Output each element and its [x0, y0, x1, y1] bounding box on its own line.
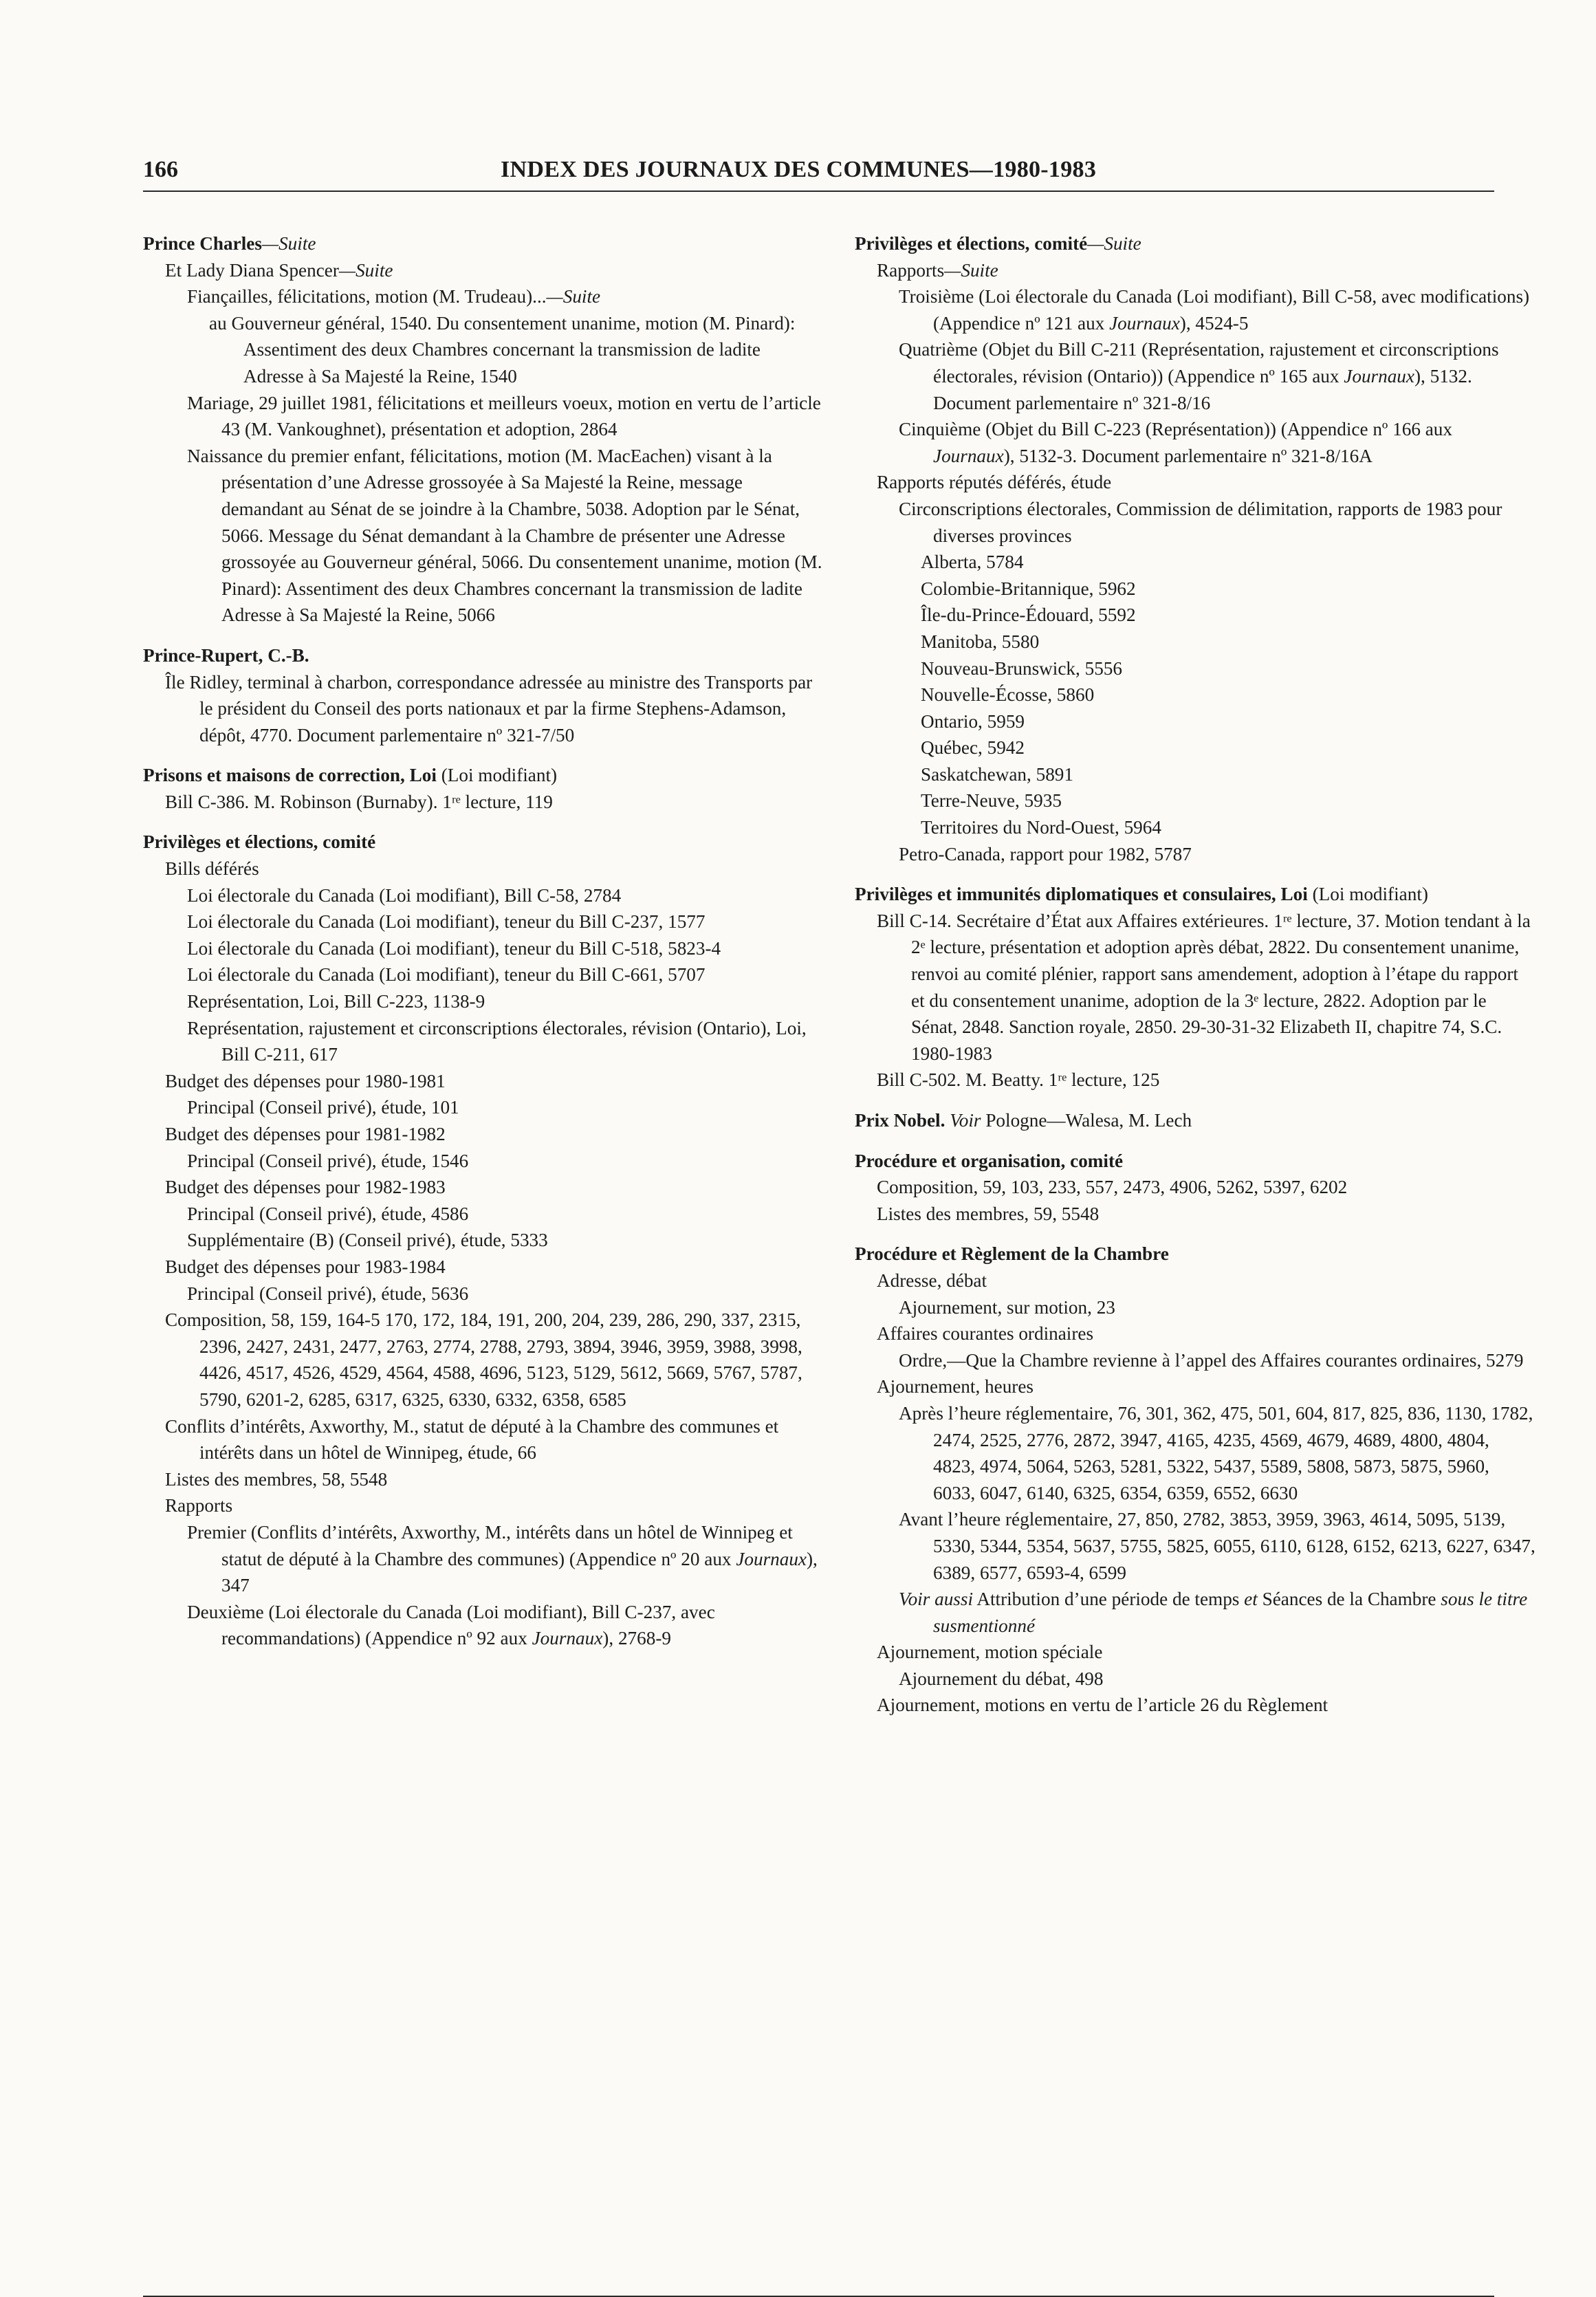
subentry-text: Loi électorale du Canada (Loi modifiant), teneur du Bill C-518, 5823-4: [187, 937, 721, 959]
subentry-suite: —Suite: [944, 259, 998, 281]
index-subentry: [143, 1466, 824, 1493]
index-subentry: [143, 1492, 824, 1519]
heading-note: (Loi modifiant): [436, 765, 558, 786]
index-subentry: [855, 1294, 1535, 1321]
subentry-text: Ontario, 5959: [921, 710, 1025, 732]
heading-note: (Loi modifiant): [1307, 884, 1428, 905]
subentry-text: Ajournement du débat, 498: [899, 1668, 1104, 1689]
subentry-text: Listes des membres, 59, 5548: [877, 1203, 1100, 1224]
subentry-text: Principal (Conseil privé), étude, 4586: [187, 1203, 469, 1224]
subentry-text: Bill C-386. M. Robinson (Burnaby). 1ʳᵉ lecture, 119: [165, 791, 553, 812]
index-subentry: [143, 1227, 824, 1254]
index-subentry: [143, 988, 824, 1015]
index-subentry: [855, 841, 1535, 868]
heading-text: Prix Nobel.: [855, 1110, 945, 1131]
subentry-text: Budget des dépenses pour 1983-1984: [165, 1256, 446, 1277]
index-subentry: [143, 257, 824, 284]
header-rule: [143, 190, 1494, 192]
page-header: [143, 157, 1494, 190]
index-subentry: [855, 1174, 1535, 1201]
subentry-italic: Journaux: [933, 445, 1004, 466]
subentry-text: Nouvelle-Écosse, 5860: [921, 684, 1095, 706]
index-subentry: [855, 602, 1535, 629]
subentry-text: Rapports: [877, 259, 945, 281]
subentry-italic: Journaux: [736, 1548, 807, 1569]
subentry-text: Bills déférés: [165, 858, 259, 880]
subentry-text: au Gouverneur général, 1540. Du consentement unanime, motion (M. Pinard): Assentiment des deux Chambres concernant la transmission de ladite Adresse à Sa Majesté la Reine, 1540: [209, 312, 796, 387]
subentry-text: Ajournement, heures: [877, 1376, 1034, 1397]
subentry-text: Rapports: [165, 1495, 233, 1516]
index-entry: [855, 881, 1535, 1093]
index-subentry: [855, 787, 1535, 814]
index-subentry: [855, 1692, 1535, 1719]
subentry-text: Petro-Canada, rapport pour 1982, 5787: [899, 843, 1192, 864]
index-subentry: [143, 1068, 824, 1095]
cross-reference-label: Voir aussi: [899, 1589, 974, 1610]
subentry-text: Québec, 5942: [921, 737, 1025, 759]
index-subentry: [855, 682, 1535, 708]
index-subentry: [855, 469, 1535, 496]
subentry-text: Composition, 59, 103, 233, 557, 2473, 4906, 5262, 5397, 6202: [877, 1177, 1348, 1198]
entry-heading: [855, 1107, 1535, 1134]
index-entry: [855, 230, 1535, 867]
index-subentry: [143, 1094, 824, 1121]
index-subentry: [855, 629, 1535, 655]
subentry-text: Bill C-14. Secrétaire d’État aux Affaires extérieures. 1ʳᵉ lecture, 37. Motion tendant à la 2ᵉ lecture, présentation et adoption après débat, 2822. Du consentement unanime, renvoi au comité plénier, rapport sans amendement, adoption à l’étape du rapport et du consentement unanime, adoption de la 3ᵉ lecture, 2822. Adoption par le Sénat, 2848. Sanction royale, 2850. 29-30-31-32 Elizabeth II, chapitre 74, S.C. 1980-1983: [877, 910, 1531, 1064]
index-subentry: [143, 1599, 824, 1652]
subentry-text: Fiançailles, félicitations, motion (M. Trudeau)...: [187, 286, 547, 307]
heading-text: Prisons et maisons de correction, Loi: [143, 765, 437, 786]
index-subentry: [855, 283, 1535, 336]
subentry-text: Saskatchewan, 5891: [921, 763, 1073, 785]
subentry-text: Mariage, 29 juillet 1981, félicitations et meilleurs voeux, motion en vertu de l’article 43 (M. Vankoughnet), présentation et adoption, 2864: [187, 392, 821, 440]
index-subentry: [143, 1281, 824, 1307]
index-subentry: [143, 390, 824, 443]
subentry-text: Deuxième (Loi électorale du Canada (Loi modifiant), Bill C-237, avec recommandations) (Appendice nº 92 aux: [187, 1601, 715, 1649]
cross-reference-target: Pologne—Walesa, M. Lech: [981, 1110, 1192, 1131]
entry-heading: [143, 230, 824, 257]
subentry-text: Premier (Conflits d’intérêts, Axworthy, M., intérêts dans un hôtel de Winnipeg et statut de député à la Chambre des communes) (Appendice nº 20 aux: [187, 1521, 793, 1569]
index-subentry: [855, 416, 1535, 469]
index-subentry: [143, 961, 824, 988]
heading-text: Privilèges et élections, comité: [143, 831, 376, 853]
index-subentry: [855, 1067, 1535, 1093]
right-column: [855, 230, 1535, 1732]
index-subentry: [855, 708, 1535, 735]
index-subentry: [855, 1586, 1535, 1639]
index-subentry: [855, 1267, 1535, 1294]
subentry-text: Représentation, rajustement et circonscriptions électorales, révision (Ontario), Loi, Bill C-211, 617: [187, 1017, 807, 1065]
subentry-text: Principal (Conseil privé), étude, 1546: [187, 1150, 469, 1171]
subentry-text: Attribution d’une période de temps: [973, 1589, 1245, 1610]
subentry-text-after: ), 2768-9: [602, 1628, 671, 1649]
subentry-text: Cinquième (Objet du Bill C-223 (Représentation)) (Appendice nº 166 aux: [899, 419, 1452, 440]
subentry-text: Quatrième (Objet du Bill C-211 (Représentation, rajustement et circonscriptions électorales, révision (Ontario)) (Appendice nº 165 aux: [899, 339, 1499, 387]
subentry-text: Colombie-Britannique, 5962: [921, 578, 1136, 599]
index-subentry: [855, 576, 1535, 602]
index-subentry: [143, 669, 824, 749]
entry-heading: [143, 642, 824, 669]
subentry-text: Nouveau-Brunswick, 5556: [921, 657, 1122, 679]
index-entry: [143, 230, 824, 629]
index-subentry: [855, 549, 1535, 576]
index-subentry: [143, 1201, 824, 1228]
index-entry: [143, 762, 824, 815]
index-subentry: [855, 257, 1535, 284]
subentry-suite: —Suite: [546, 286, 601, 307]
index-entry: [143, 642, 824, 748]
heading-suite: —Suite: [261, 233, 316, 254]
entry-heading: [855, 230, 1535, 257]
index-subentry: [855, 1666, 1535, 1692]
heading-text: Prince Charles: [143, 233, 262, 254]
subentry-italic: Journaux: [1109, 312, 1180, 334]
subentry-text: Composition, 58, 159, 164-5 170, 172, 184, 191, 200, 204, 239, 286, 290, 337, 2315, 2396, 2427, 2431, 2477, 2763, 2774, 2788, 2793, 3894, 3946, 3959, 3988, 3998, 4426, 4517, 4526, 4529, 4564, 4588, 4696, 5123, 5129, 5612, 5669, 5767, 5787, 5790, 6201-2, 6285, 6317, 6325, 6330, 6332, 6358, 6585: [165, 1309, 802, 1410]
index-subentry: [855, 336, 1535, 416]
subentry-text: Après l’heure réglementaire, 76, 301, 362, 475, 501, 604, 817, 825, 836, 1130, 1782, 2474, 2525, 2776, 2872, 3947, 4165, 4235, 4569, 4679, 4689, 4800, 4804, 4823, 4974, 5064, 5263, 5281, 5322, 5437, 5589, 5808, 5873, 5875, 5960, 6033, 6047, 6140, 6325, 6354, 6359, 6552, 6630: [899, 1402, 1533, 1503]
subentry-text: Loi électorale du Canada (Loi modifiant), Bill C-58, 2784: [187, 884, 622, 906]
subentry-text: Troisième (Loi électorale du Canada (Loi modifiant), Bill C-58, avec modifications) (Appendice nº 121 aux: [899, 286, 1530, 334]
subentry-suite: —Suite: [338, 259, 393, 281]
subentry-italic-after: sous le titre susmentionné: [933, 1589, 1528, 1636]
index-subentry: [855, 1347, 1535, 1374]
index-subentry: [143, 882, 824, 909]
subentry-text-after: ), 4524-5: [1179, 312, 1249, 334]
subentry-text: Naissance du premier enfant, félicitations, motion (M. MacEachen) visant à la présentation d’une Adresse grossoyée à Sa Majesté la Reine, message demandant au Sénat de se joindre à la Chambre, 5038. Adoption par le Sénat, 5066. Message du Sénat demandant à la Chambre de présenter une Adresse grossoyée au Gouverneur général, 5066. Du consentement unanime, motion (M. Pinard): Assentiment des deux Chambres concernant la transmission de ladite Adresse à Sa Majesté la Reine, 5066: [187, 445, 822, 626]
left-column: [143, 230, 824, 1666]
index-subentry: [855, 761, 1535, 788]
heading-suite: —Suite: [1087, 233, 1141, 254]
subentry-text: Budget des dépenses pour 1981-1982: [165, 1124, 446, 1144]
index-entry: [855, 1148, 1535, 1228]
heading-text: Prince-Rupert, C.-B.: [143, 644, 309, 666]
index-subentry: [855, 1320, 1535, 1347]
subentry-text: Budget des dépenses pour 1982-1983: [165, 1177, 446, 1198]
subentry-text: Ajournement, motion spéciale: [877, 1642, 1103, 1663]
heading-text: Procédure et Règlement de la Chambre: [855, 1243, 1169, 1265]
subentry-text: Bill C-502. M. Beatty. 1ʳᵉ lecture, 125: [877, 1069, 1160, 1091]
subentry-text: Avant l’heure réglementaire, 27, 850, 2782, 3853, 3959, 3963, 4614, 5095, 5139, 5330, 5344, 5354, 5637, 5755, 5825, 6055, 6110, 6128, 6152, 6213, 6227, 6347, 6389, 6577, 6593-4, 6599: [899, 1509, 1535, 1583]
subentry-italic: et: [1244, 1589, 1258, 1610]
index-subentry: [855, 655, 1535, 682]
subentry-text: Rapports réputés déférés, étude: [877, 472, 1112, 493]
index-subentry: [143, 789, 824, 816]
index-subentry: [855, 1506, 1535, 1586]
index-subentry: [855, 496, 1535, 549]
cross-reference-label: Voir: [945, 1110, 981, 1131]
subentry-text: Affaires courantes ordinaires: [877, 1323, 1094, 1345]
page-number: 166: [143, 157, 178, 182]
index-subentry: [143, 1519, 824, 1599]
index-subentry: [855, 814, 1535, 841]
subentry-text: Territoires du Nord-Ouest, 5964: [921, 817, 1161, 838]
heading-text: Procédure et organisation, comité: [855, 1150, 1124, 1171]
subentry-text: Principal (Conseil privé), étude, 5636: [187, 1283, 469, 1304]
index-subentry: [855, 1639, 1535, 1666]
subentry-text: Principal (Conseil privé), étude, 101: [187, 1097, 459, 1118]
subentry-text: Supplémentaire (B) (Conseil privé), étude, 5333: [187, 1230, 548, 1251]
index-entry: [855, 1241, 1535, 1719]
index-subentry: [855, 1400, 1535, 1506]
subentry-text: Conflits d’intérêts, Axworthy, M., statut de député à la Chambre des communes et intérêts dans un hôtel de Winnipeg, étude, 66: [165, 1415, 779, 1463]
heading-text: Privilèges et immunités diplomatiques et consulaires, Loi: [855, 884, 1308, 905]
running-title: INDEX DES JOURNAUX DES COMMUNES—1980-1983: [501, 157, 1097, 182]
subentry-text: Île-du-Prince-Édouard, 5592: [921, 605, 1136, 626]
index-subentry: [143, 1015, 824, 1068]
index-subentry: [855, 734, 1535, 761]
subentry-italic: Journaux: [532, 1628, 603, 1649]
subentry-text: Et Lady Diana Spencer: [165, 259, 339, 281]
subentry-text: Île Ridley, terminal à charbon, correspondance adressée au ministre des Transports par le président du Conseil des ports nationaux et par la firme Stephens-Adamson, dépôt, 4770. Document parlementaire nº 321-7/50: [165, 671, 813, 745]
entry-heading: [143, 829, 824, 856]
subentry-text: Listes des membres, 58, 5548: [165, 1468, 388, 1490]
index-subentry: [143, 1121, 824, 1148]
index-subentry: [143, 283, 824, 310]
index-subentry: [143, 856, 824, 882]
subentry-text: Ajournement, sur motion, 23: [899, 1296, 1115, 1318]
index-subentry: [143, 1413, 824, 1466]
subentry-text: Circonscriptions électorales, Commission de délimitation, rapports de 1983 pour diverses provinces: [899, 498, 1502, 546]
index-subentry: [143, 935, 824, 962]
index-subentry: [855, 1201, 1535, 1228]
entry-heading: [143, 762, 824, 789]
index-entry: [143, 829, 824, 1651]
index-subentry: [143, 1174, 824, 1201]
subentry-text: Représentation, Loi, Bill C-223, 1138-9: [187, 991, 485, 1012]
index-subentry: [143, 1307, 824, 1413]
subentry-text: Loi électorale du Canada (Loi modifiant), teneur du Bill C-237, 1577: [187, 911, 706, 933]
subentry-text: Ordre,—Que la Chambre revienne à l’appel des Affaires courantes ordinaires, 5279: [899, 1349, 1524, 1371]
subentry-text-after: ), 347: [221, 1548, 818, 1596]
index-subentry: [143, 1254, 824, 1281]
subentry-text: Budget des dépenses pour 1980-1981: [165, 1070, 446, 1091]
index-subentry: [143, 443, 824, 629]
heading-text: Privilèges et élections, comité: [855, 233, 1088, 254]
subentry-text: Terre-Neuve, 5935: [921, 790, 1062, 812]
subentry-text: Ajournement, motions en vertu de l’article 26 du Règlement: [877, 1695, 1329, 1716]
entry-heading: [855, 1241, 1535, 1267]
index-entry: [855, 1107, 1535, 1134]
subentry-text-after: Séances de la Chambre: [1257, 1589, 1441, 1610]
subentry-text: Loi électorale du Canada (Loi modifiant), teneur du Bill C-661, 5707: [187, 964, 706, 986]
subentry-text: Alberta, 5784: [921, 552, 1024, 573]
index-subentry: [143, 310, 824, 390]
subentry-text-after: ), 5132. Document parlementaire nº 321-8/16: [933, 365, 1472, 413]
index-subentry: [143, 1148, 824, 1175]
entry-heading: [855, 881, 1535, 908]
subentry-text: Manitoba, 5580: [921, 631, 1040, 652]
index-subentry: [855, 1373, 1535, 1400]
subentry-text-after: ), 5132-3. Document parlementaire nº 321-8/16A: [1003, 445, 1373, 466]
subentry-italic: Journaux: [1344, 365, 1414, 387]
index-subentry: [855, 908, 1535, 1067]
entry-heading: [855, 1148, 1535, 1175]
index-subentry: [143, 908, 824, 935]
subentry-text: Adresse, débat: [877, 1270, 987, 1291]
